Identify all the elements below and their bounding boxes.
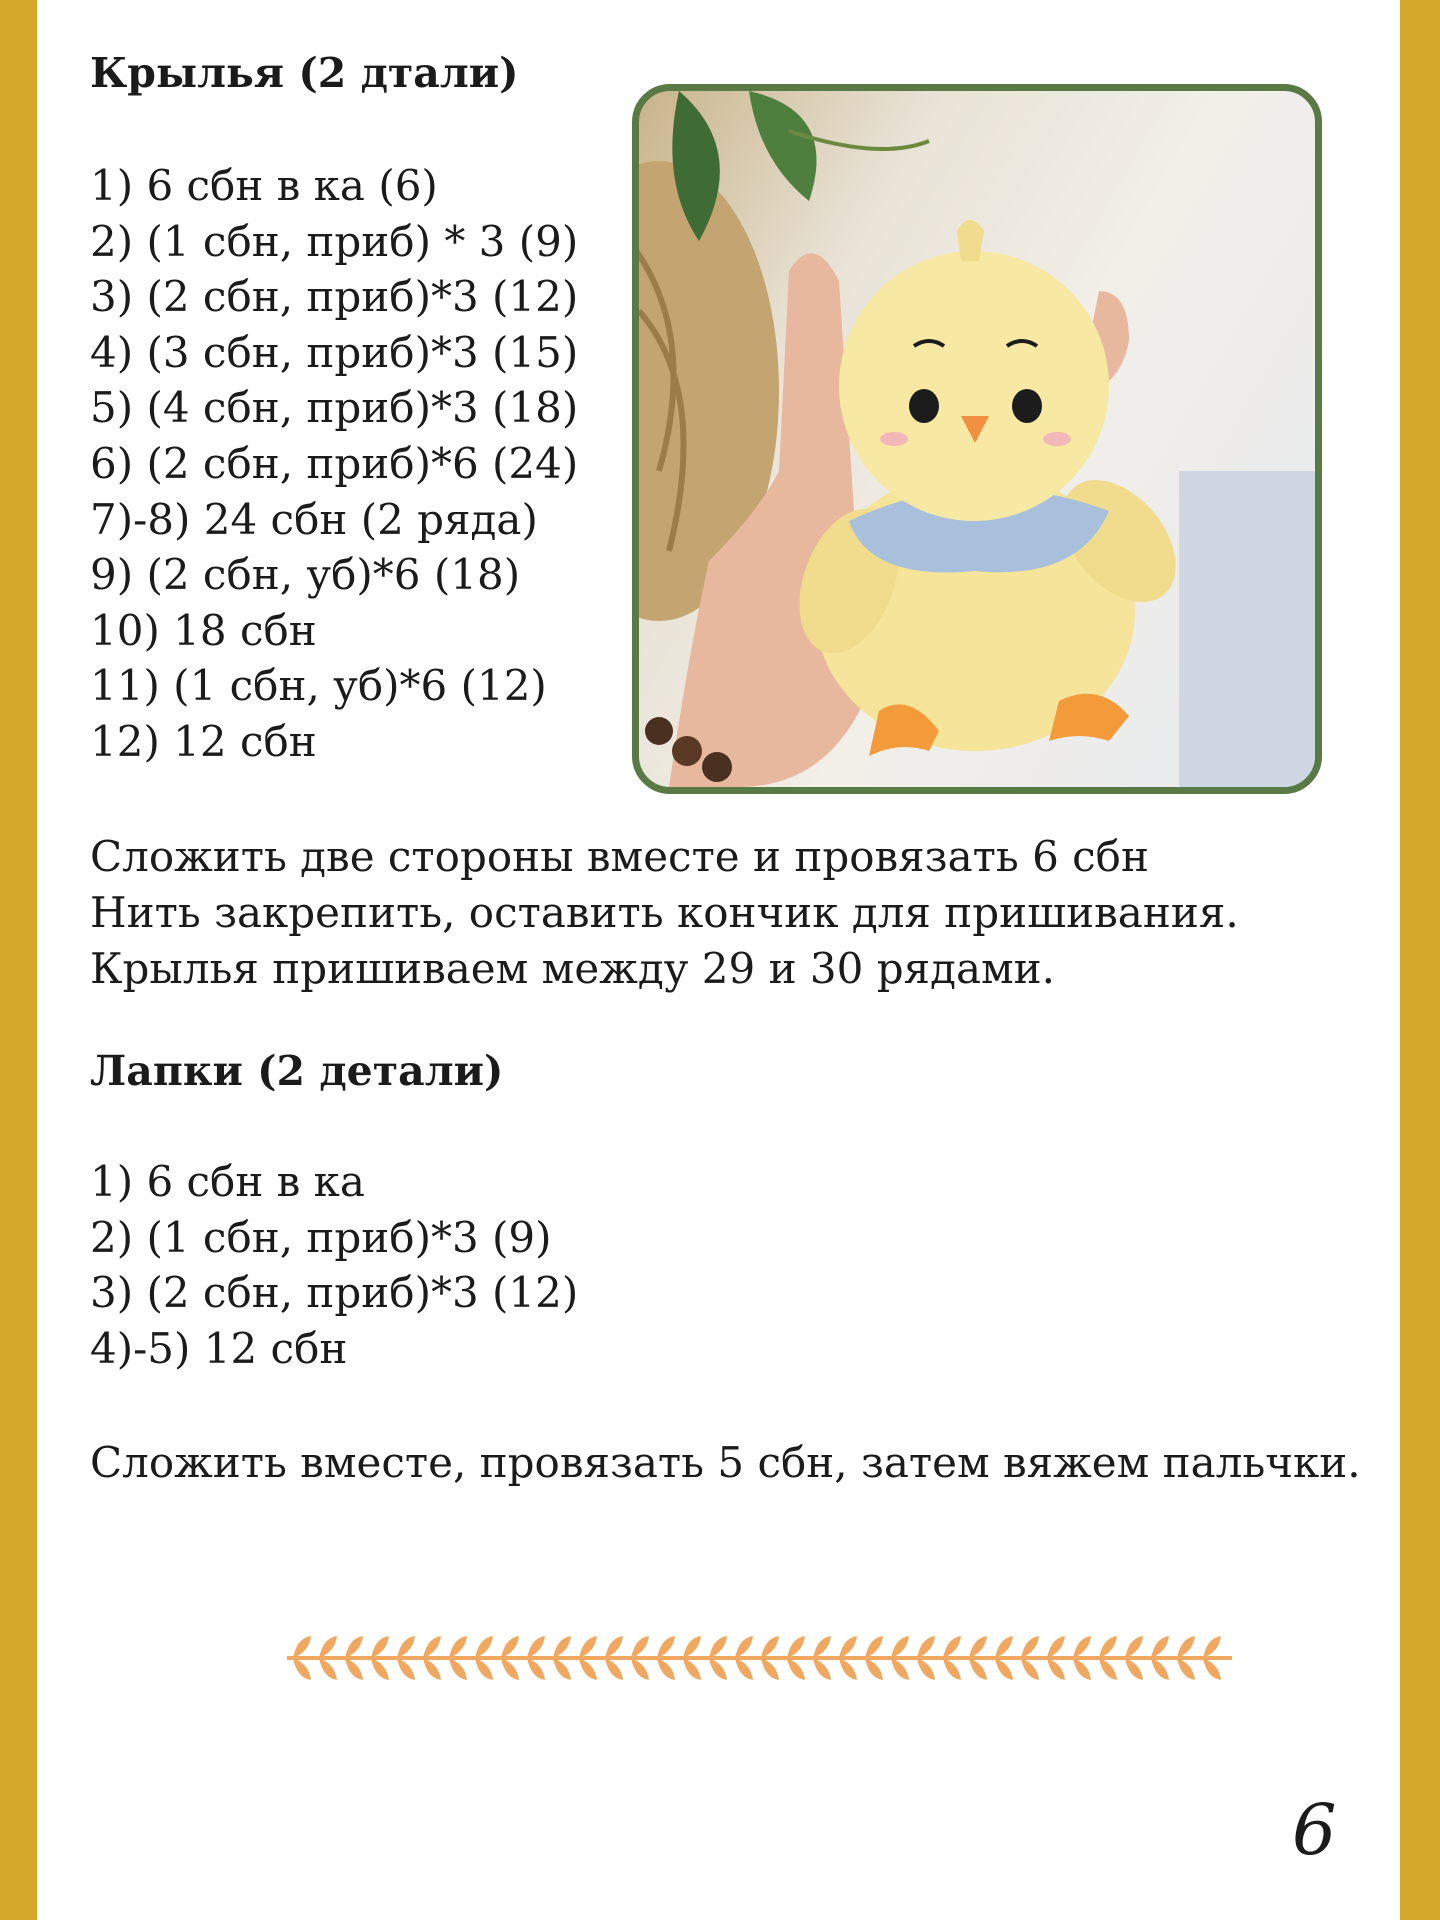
list-item: 6) (2 сбн, приб)*6 (24) [90,438,579,488]
divider-leaf [475,1658,493,1680]
divider-leaf [969,1636,987,1658]
divider-leaf [709,1658,727,1680]
chick-cheek [1043,432,1071,446]
divider-leaf [345,1658,363,1680]
divider-leaf [943,1636,961,1658]
divider-leaf [423,1658,441,1680]
chick-toy-illustration [639,91,1315,787]
list-item: 2) (1 сбн, приб)*3 (9) [90,1212,552,1262]
divider-leaf [1151,1636,1169,1658]
list-item: 9) (2 сбн, уб)*6 (18) [90,550,521,600]
divider-leaf [891,1658,909,1680]
divider-leaf [839,1658,857,1680]
wings-rows-list [90,158,578,770]
divider-leaf [787,1636,805,1658]
divider-leaf [917,1636,935,1658]
chick-foot [1049,694,1129,741]
divider-leaf [293,1636,311,1658]
divider-leaf [1099,1658,1117,1680]
divider-leaf [605,1658,623,1680]
divider-leaf [1021,1658,1039,1680]
divider-leaf [345,1636,363,1658]
chick-tuft [957,220,984,261]
divider-leaf [553,1636,571,1658]
divider-leaf [1021,1636,1039,1658]
divider-leaf [1151,1658,1169,1680]
divider-leaf [683,1636,701,1658]
list-item: 10) 18 сбн [90,605,317,655]
divider-leaf [1125,1658,1143,1680]
divider-leaf [709,1636,727,1658]
list-item: 5) (4 сбн, приб)*3 (18) [90,383,579,433]
divider-leaf [761,1658,779,1680]
chick-eye [909,389,939,423]
divider-leaf [683,1658,701,1680]
divider-leaf [839,1636,857,1658]
divider-leaf [917,1658,935,1680]
divider-leaf [371,1636,389,1658]
bead-shape [645,717,673,745]
divider-leaf [371,1658,389,1680]
list-item: 2) (1 сбн, приб) * 3 (9) [90,216,579,266]
divider-leaf [735,1658,753,1680]
divider-leaf [657,1658,675,1680]
divider-leaf [1099,1636,1117,1658]
divider-leaf [1203,1658,1221,1680]
divider-leaf [527,1636,545,1658]
legs-note: Сложить вместе, провязать 5 сбн, затем вяжем пальчки. [90,1438,1361,1487]
divider-leaf [969,1658,987,1680]
wings-note-3: Крылья пришиваем между 29 и 30 рядами. [90,944,1055,993]
divider-leaf [787,1658,805,1680]
divider-leaf [995,1636,1013,1658]
page-number: 6 [1292,1789,1337,1871]
divider-leaf [605,1636,623,1658]
divider-leaf [449,1636,467,1658]
divider-leaf [397,1658,415,1680]
divider-leaf [631,1636,649,1658]
chick-photo [632,84,1322,794]
divider-leaf [735,1636,753,1658]
list-item: 12) 12 сбн [90,716,317,766]
divider-leaf [293,1658,311,1680]
divider-leaf [943,1658,961,1680]
page [37,0,1400,1920]
divider-leaf [423,1636,441,1658]
divider-leaf [865,1658,883,1680]
list-item: 1) 6 сбн в ка [90,1157,365,1206]
divider-leaf [475,1636,493,1658]
wings-note-1: Сложить две стороны вместе и провязать 6 сбн [90,832,1149,881]
divider-leaf [501,1636,519,1658]
divider-leaf [579,1636,597,1658]
divider-leaf [501,1658,519,1680]
divider-leaf [1073,1636,1091,1658]
divider-leaf [761,1636,779,1658]
list-item: 3) (2 сбн, приб)*3 (12) [90,1268,579,1318]
divider-leaf [553,1658,571,1680]
wings-note-2: Нить закрепить, оставить кончик для пришивания. [90,888,1239,937]
list-item: 4) (3 сбн, приб)*3 (15) [90,327,579,377]
list-item: 7)-8) 24 сбн (2 ряда) [90,494,538,544]
divider-leaf [449,1658,467,1680]
divider-leaf [631,1658,649,1680]
list-item: 11) (1 сбн, уб)*6 (12) [90,661,547,711]
fabric-shape [1179,471,1315,787]
divider-leaf [813,1658,831,1680]
divider-leaf [319,1658,337,1680]
legs-heading: Лапки (2 детали) [90,1047,504,1095]
divider-leaf [1203,1636,1221,1658]
divider-leaf [1073,1658,1091,1680]
chick-head [839,251,1109,521]
wings-heading: Крылья (2 дтали) [90,49,519,97]
divider-leaf [397,1636,415,1658]
divider-leaf [527,1658,545,1680]
divider-leaf [1177,1658,1195,1680]
list-item: 4)-5) 12 сбн [90,1323,348,1373]
list-item: 3) (2 сбн, приб)*3 (12) [90,272,579,322]
leaf-shape [749,91,817,201]
divider-leaf [1047,1636,1065,1658]
divider-leaf [1047,1658,1065,1680]
bead-shape [672,736,702,766]
divider-leaf [1177,1636,1195,1658]
list-item: 1) 6 сбн в ка (6) [90,161,438,210]
divider-leaf [891,1636,909,1658]
divider-leaf [657,1636,675,1658]
chick-eye [1012,389,1042,423]
divider-leaf [579,1658,597,1680]
divider-leaf [865,1636,883,1658]
divider-leaf [319,1636,337,1658]
legs-rows-list [90,1154,578,1376]
divider-leaf [995,1658,1013,1680]
bead-shape [702,752,732,782]
chick-cheek [880,432,908,446]
divider-leaf [1125,1636,1143,1658]
divider-leaf [813,1636,831,1658]
leaf-divider-icon [287,1630,1232,1686]
